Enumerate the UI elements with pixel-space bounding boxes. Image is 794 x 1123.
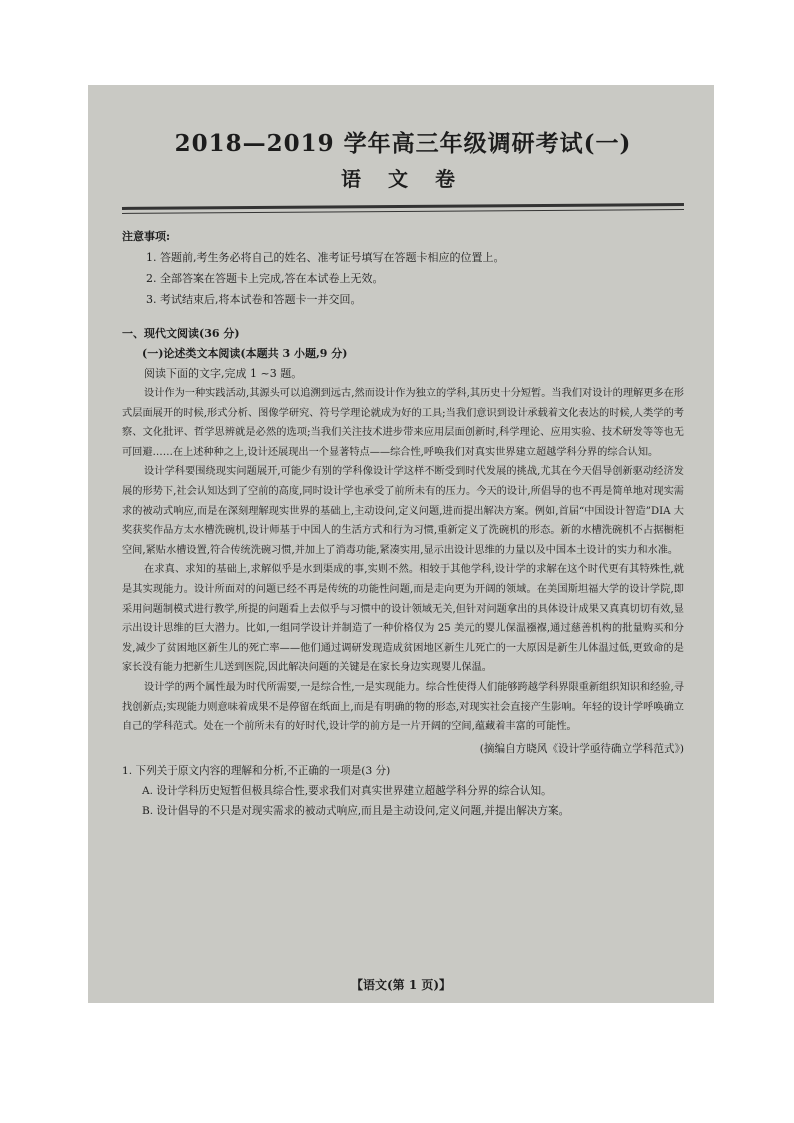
passage-paragraph: 在求真、求知的基础上,求解似乎是水到渠成的事,实则不然。相较于其他学科,设计学的求解在这个时代更有其特殊性,就是其实现能力。设计所面对的问题已经不再是传统的功能性问题,而是走向更为开阔的领域。在美国斯坦福大学的设计学院,即采用问题制模式进行教学,所提的问题看上去似乎与习惯中的设计领域无关,但针对问题拿出的具体设计成果又真真切切有效,显示出设计思维的巨大潜力。比如,一组同学设计并制造了一种价格仅为 25 美元的婴儿保温襁褓,通过慈善机构的批量购买和分发,减少了贫困地区新生儿的死亡率——他们通过调研发现造成贫困地区新生儿死亡的一大原因是新生儿体温过低,更致命的是家长没有能力把新生儿送到医院,因此解决问题的关键是在家长身边实现婴儿保温。 — [122, 564, 684, 674]
exam-subject: 语 文 卷 — [341, 167, 465, 191]
sub-section-score: (本题共 3 小题,9 分) — [240, 347, 348, 360]
reading-instruction: 阅读下面的文字,完成 1 ~3 题。 — [144, 367, 303, 380]
exam-page — [88, 85, 714, 1003]
passage-source: (摘编自方晓风《设计学亟待确立学科范式》) — [479, 742, 684, 755]
passage-paragraph: 设计作为一种实践活动,其源头可以追溯到远古,然而设计作为独立的学科,其历史十分短暂。当我们对设计的理解更多在形式层面展开的时候,形式分析、图像学研究、符号学理论就成为好的工具;当我们意识到设计承载着文化表达的时候,人类学的考察、文化批评、哲学思辨就是必然的选项;当我们关注技术进步带来应用层面创新时,科学理论、应用实验、技术研发等等也无可回避……在上述种种之上,设计还展现出一个显著特点——综合性,呼唤我们对真实世界建立超越学科分界的综合认知。 — [122, 388, 684, 458]
question-stem: 1. 下列关于原文内容的理解和分析,不正确的一项是(3 分) — [122, 764, 391, 777]
question-option-b: B. 设计倡导的不只是对现实需求的被动式响应,而且是主动设问,定义问题,并提出解决方案。 — [142, 804, 570, 817]
notice-item: 2. 全部答案在答题卡上完成,答在本试卷上无效。 — [146, 272, 384, 285]
sub-section-title: (一)论述类文本阅读 — [142, 347, 241, 360]
title-divider — [122, 203, 684, 214]
section-heading: 一、现代文阅读(36 分) — [122, 327, 240, 340]
notice-block — [122, 226, 684, 310]
passage-paragraph: 设计学的两个属性最为时代所需要,一是综合性,一是实现能力。综合性使得人们能够跨越学科界限重新组织知识和经验,寻找创新点;实现能力则意味着成果不是停留在纸面上,而是有明确的物的形态,对现实社会直接产生影响。年轻的设计学呼唤确立自己的学科范式。处在一个前所未有的好时代,设计学的前方是一片开阔的空间,蕴藏着丰富的可能性。 — [122, 681, 684, 733]
notice-item: 3. 考试结束后,将本试卷和答题卡一并交回。 — [146, 293, 362, 306]
page-footer: 【语文(第 1 页)】 — [350, 978, 452, 992]
question-option-a: A. 设计学科历史短暂但极具综合性,要求我们对真实世界建立超越学科分界的综合认知。 — [142, 784, 552, 797]
passage-paragraph: 设计学科要围绕现实问题展开,可能少有别的学科像设计学这样不断受到时代发展的挑战,尤其在今天倡导创新驱动经济发展的形势下,社会认知达到了空前的高度,同时设计学也承受了前所未有的压力。今天的设计,所倡导的也不再是简单地对现实需求的被动式响应,而是在深刻理解现实世界的基础上,主动设问,定义问题,进而提出解决方案。例如,首届“中国设计智造”DIA 大奖获奖作品方太水槽洗碗机,设计师基于中国人的生活方式和行为习惯,重新定义了洗碗机的形态。新的水槽洗碗机不占据橱柜空间,紧贴水槽设置,符合传统洗碗习惯,并加上了消毒功能,紧凑实用,显示出设计思维的力量以及中国本土设计的实力和水准。 — [122, 466, 684, 556]
notice-item: 1. 答题前,考生务必将自己的姓名、准考证号填写在答题卡相应的位置上。 — [146, 251, 505, 264]
exam-title: 2018—2019 学年高三年级调研考试(一) — [174, 130, 632, 157]
notice-heading: 注意事项: — [122, 230, 171, 243]
sub-section-heading — [122, 344, 684, 364]
